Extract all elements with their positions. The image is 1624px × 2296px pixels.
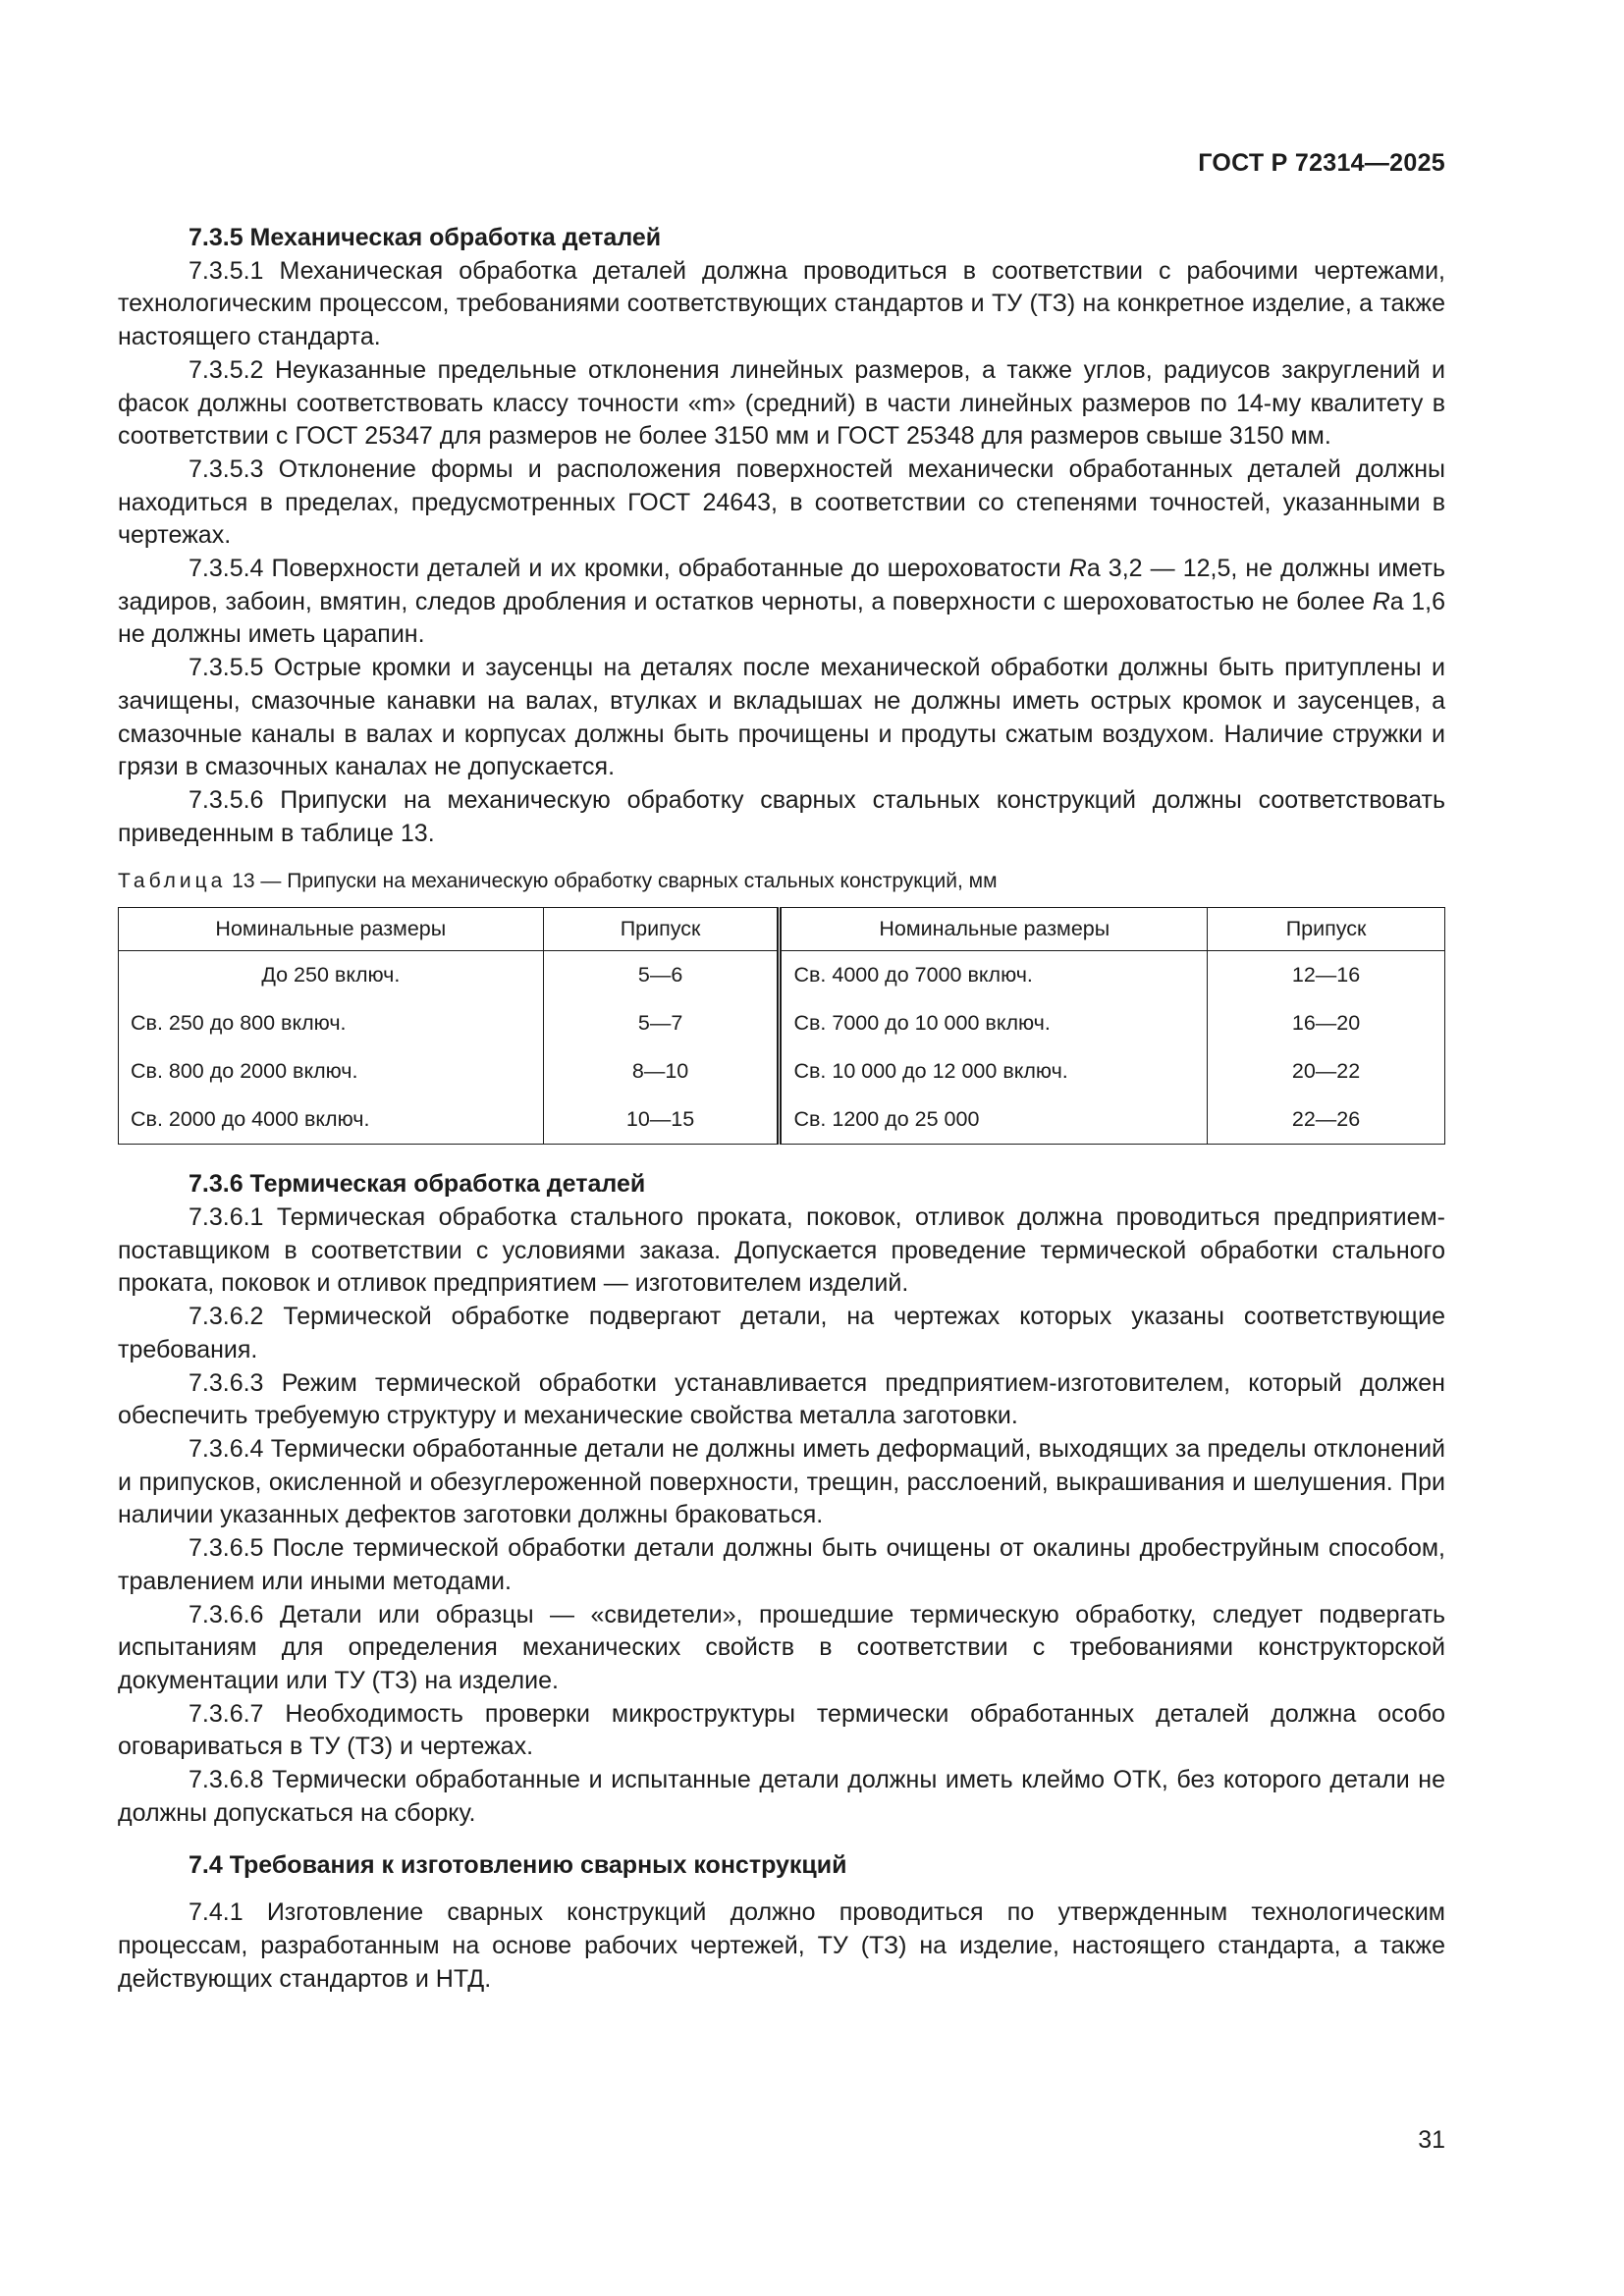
section-heading-7-3-6: 7.3.6 Термическая обработка деталей — [189, 1170, 646, 1199]
table-cell: 20—22 — [1208, 1047, 1445, 1095]
header-allowance: Припуск — [1208, 908, 1445, 951]
table-header-row — [119, 908, 1445, 951]
document-body — [118, 222, 1445, 1996]
table-cell: 22—26 — [1208, 1095, 1445, 1145]
paragraph-7-3-6-7: 7.3.6.7 Необходимость проверки микроструктуры термически обработанных деталей должна особо оговариваться в ТУ (ТЗ) и чертежах. — [118, 1699, 1445, 1761]
table-cell: Св. 800 до 2000 включ. — [119, 1047, 544, 1095]
table-cell: Св. 2000 до 4000 включ. — [119, 1095, 544, 1145]
document-code: ГОСТ Р 72314—2025 — [1198, 149, 1445, 177]
table-cell: 16—20 — [1208, 999, 1445, 1047]
section-heading-7-3-5: 7.3.5 Механическая обработка деталей — [189, 224, 662, 251]
paragraph-7-3-6-6: 7.3.6.6 Детали или образцы — «свидетели», прошедшие термическую обработку, следует подвергать испытаниям для определения механических свойств в соответствии с требованиями конструкторской документации или ТУ (ТЗ) на изделие. — [118, 1600, 1445, 1694]
paragraph-7-3-6-4: 7.3.6.4 Термически обработанные детали не должны иметь деформаций, выходящих за пределы отклонений и припусков, окисленной и обезуглероженной поверхности, трещин, расслоений, выкрашивания и шелушения. При наличии указанных дефектов заготовки должны браковаться. — [118, 1434, 1445, 1529]
paragraph-7-4-1: 7.4.1 Изготовление сварных конструкций должно проводиться по утвержденным технологическим процессам, разработанным на основе рабочих чертежей, ТУ (ТЗ) на изделие, настоящего стандарта, а также действующих стандартов и НТД. — [118, 1898, 1445, 1993]
paragraph-7-3-5-4 — [118, 553, 1445, 652]
page-number: 31 — [1418, 2126, 1445, 2154]
section-heading-7-4: 7.4 Требования к изготовлению сварных конструкций — [189, 1851, 847, 1880]
table-row — [119, 999, 1445, 1047]
roughness-symbol-a: a — [1086, 555, 1101, 583]
allowance-table — [118, 907, 1445, 1145]
roughness-symbol-a: a — [1389, 587, 1404, 615]
document-page — [118, 0, 1445, 2296]
table-caption — [118, 868, 1445, 895]
roughness-symbol-r: R — [1372, 587, 1390, 615]
paragraph-7-3-6-2: 7.3.6.2 Термической обработке подвергают детали, на чертежах которых указаны соответствующие требования. — [118, 1303, 1445, 1363]
paragraph-7-3-5-5: 7.3.5.5 Острые кромки и заусенцы на деталях после механической обработки должны быть притуплены и зачищены, смазочные канавки на валах, втулках и вкладышах не должны иметь острых кромок и заусенцев, а смазочные каналы в валах и корпусах должны быть прочищены и продуты сжатым воздухом. Наличие стружки и грязи в смазочных каналах не допускается. — [118, 654, 1445, 781]
table-cell: Св. 250 до 800 включ. — [119, 999, 544, 1047]
table-cell: Св. 10 000 до 12 000 включ. — [780, 1047, 1208, 1095]
table-cell: 12—16 — [1208, 951, 1445, 1000]
roughness-symbol-r: R — [1068, 555, 1087, 583]
header-nominal-sizes: Номинальные размеры — [780, 908, 1208, 951]
table-row — [119, 951, 1445, 1000]
paragraph-7-3-5-6: 7.3.5.6 Припуски на механическую обработку сварных стальных конструкций должны соответствовать приведенным в таблице 13. — [118, 785, 1445, 847]
paragraph-7-3-6-1: 7.3.6.1 Термическая обработка стального проката, поковок, отливок должна проводиться предприятием-поставщиком в соответствии с условиями заказа. Допускается проведение термической обработки стального проката, поковок и отливок предприятием — изготовителем изделий. — [118, 1203, 1445, 1298]
paragraph-7-3-6-8: 7.3.6.8 Термически обработанные и испытанные детали должны иметь клеймо ОТК, без которого детали не должны допускаться на сборку. — [118, 1766, 1445, 1827]
table-cell: Св. 7000 до 10 000 включ. — [780, 999, 1208, 1047]
table-cell: 10—15 — [543, 1095, 780, 1145]
table-cell: 8—10 — [543, 1047, 780, 1095]
table-caption-label: Таблица — [118, 870, 227, 893]
table-row — [119, 1047, 1445, 1095]
paragraph-7-3-5-3: 7.3.5.3 Отклонение формы и расположения поверхностей механически обработанных деталей должны находиться в пределах, предусмотренных ГОСТ 24643, в соответствии со степенями точностей, указанными в чертежах. — [118, 454, 1445, 550]
paragraph-7-3-6-3: 7.3.6.3 Режим термической обработки устанавливается предприятием-изготовителем, который должен обеспечить требуемую структуру и механические свойства металла заготовки. — [118, 1368, 1445, 1430]
paragraph-7-3-5-1: 7.3.5.1 Механическая обработка деталей должна проводиться в соответствии с рабочими чертежами, технологическим процессом, требованиями соответствующих стандартов и ТУ (ТЗ) на конкретное изделие, а также настоящего стандарта. — [118, 256, 1445, 351]
header-allowance: Припуск — [543, 908, 780, 951]
table-caption-text: 13 — Припуски на механическую обработку сварных стальных конструкций, мм — [226, 870, 998, 893]
paragraph-7-3-5-4-part1: 7.3.5.4 Поверхности деталей и их кромки, обработанные до шероховатости — [189, 555, 1069, 583]
table-cell: Св. 4000 до 7000 включ. — [780, 951, 1208, 1000]
table-row — [119, 1095, 1445, 1145]
table-cell: Св. 1200 до 25 000 — [780, 1095, 1208, 1145]
table-cell: 5—6 — [543, 951, 780, 1000]
paragraph-7-3-6-5: 7.3.6.5 После термической обработки детали должны быть очищены от окалины дробеструйным способом, травлением или иными методами. — [118, 1534, 1445, 1595]
table-cell: До 250 включ. — [119, 951, 544, 1000]
header-nominal-sizes: Номинальные размеры — [119, 908, 544, 951]
table-cell: 5—7 — [543, 999, 780, 1047]
paragraph-7-3-5-4-part3: 1,6 не должны иметь царапин. — [118, 587, 1445, 649]
paragraph-7-3-5-4-part2: 3,2 — 12,5, не должны иметь задиров, забоин, вмятин, следов дробления и остатков черноты, а поверхности с шероховатостью не более — [118, 555, 1445, 615]
paragraph-7-3-5-2: 7.3.5.2 Неуказанные предельные отклонения линейных размеров, а также углов, радиусов закруглений и фасок должны соответствовать классу точности «m» (средний) в части линейных размеров по 14-му квалитету в соответствии с ГОСТ 25347 для размеров не более 3150 мм и ГОСТ 25348 для размеров свыше 3150 мм. — [118, 355, 1445, 451]
